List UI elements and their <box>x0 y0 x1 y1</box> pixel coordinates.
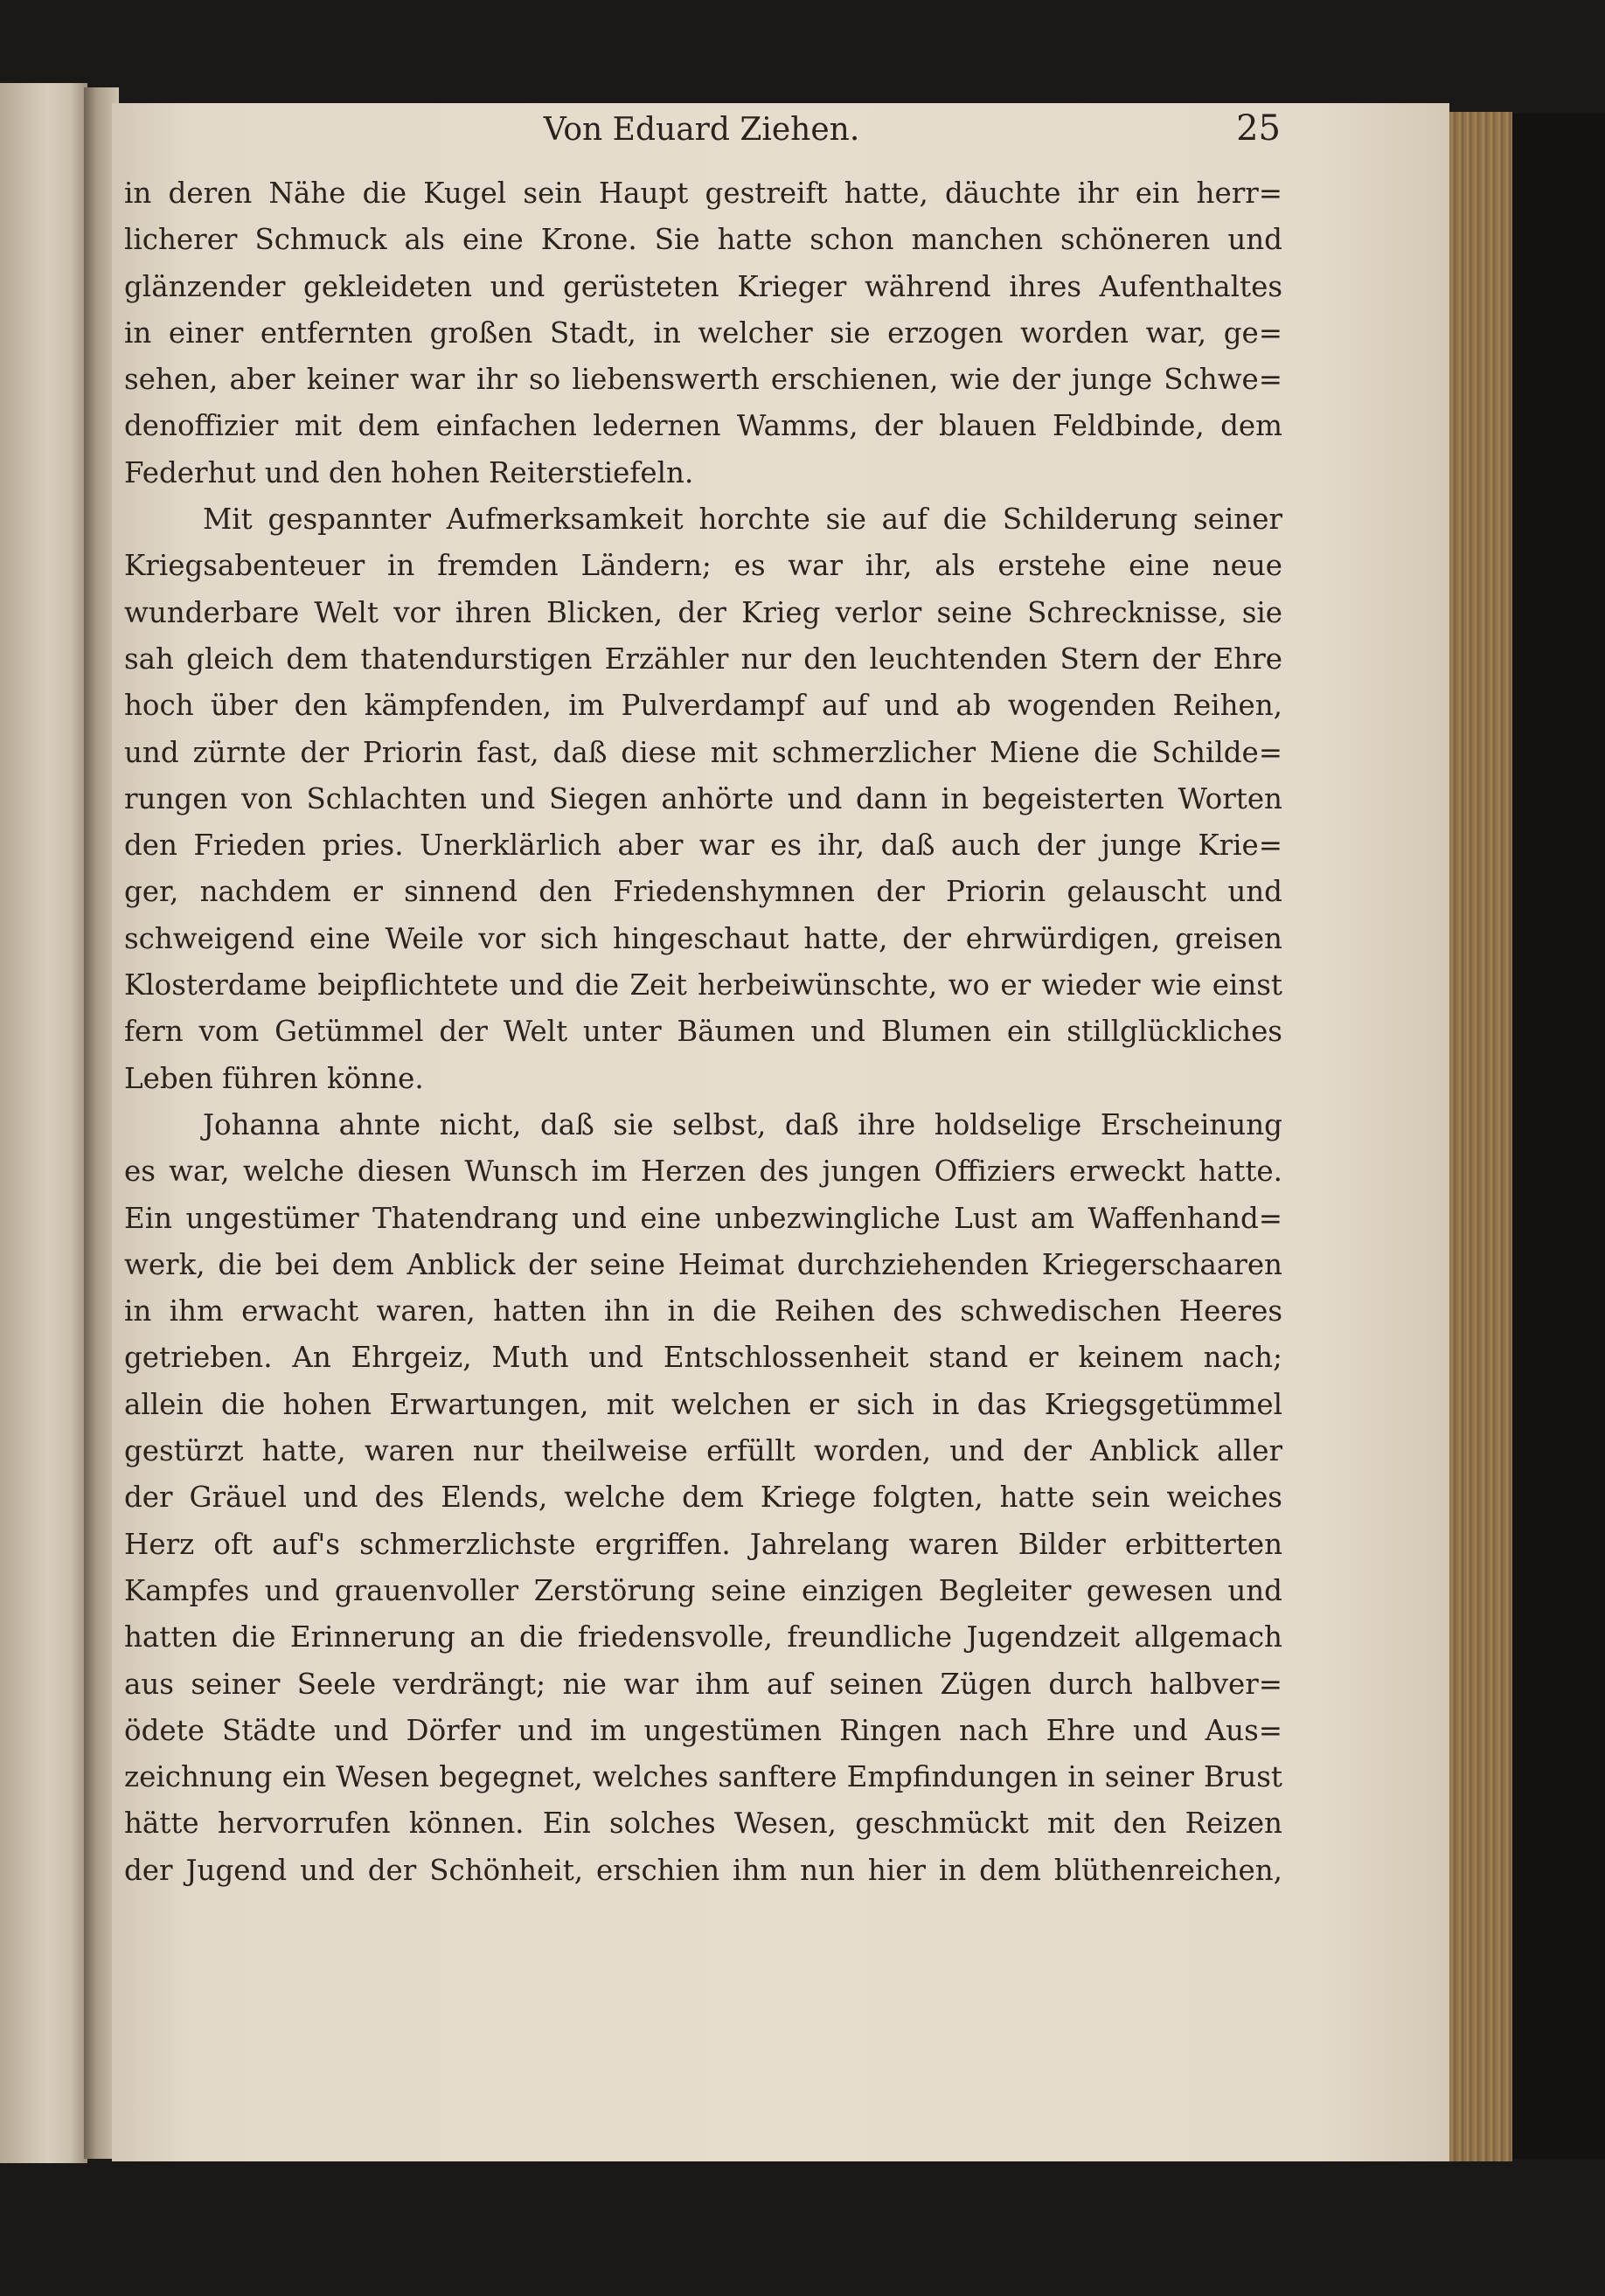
text-line: ödete Städte und Dörfer und im ungestümen Ringen nach Ehre und Aus= <box>124 1713 1282 1747</box>
text-line: werk, die bei dem Anblick der seine Heimat durchziehenden Kriegerschaaren <box>124 1247 1282 1281</box>
text-line: Kriegsabenteuer in fremden Ländern; es war ihr, als erstehe eine neue <box>124 549 1282 583</box>
text-line: rungen von Schlachten und Siegen anhörte und dann in begeisterten Worten <box>124 781 1282 815</box>
text-line: der Gräuel und des Elends, welche dem Kriege folgten, hatte sein weiches <box>124 1481 1282 1515</box>
body-text <box>124 170 1282 1894</box>
text-line: Ein ungestümer Thatendrang und eine unbezwingliche Lust am Waffenhand= <box>124 1201 1282 1235</box>
text-line: Federhut und den hohen Reiterstiefeln. <box>124 455 694 489</box>
text-line: hätte hervorrufen können. Ein solches Wesen, geschmückt mit den Reizen <box>124 1807 1282 1841</box>
text-line: Klosterdame beipflichtete und die Zeit herbeiwünschte, wo er wieder wie einst <box>124 968 1282 1002</box>
text-line: hoch über den kämpfenden, im Pulverdampf auf und ab wogenden Reihen, <box>124 689 1282 723</box>
text-line: denoffizier mit dem einfachen ledernen Wamms, der blauen Feldbinde, dem <box>124 409 1282 443</box>
text-line: gestürzt hatte, waren nur theilweise erfüllt worden, und der Anblick aller <box>124 1434 1282 1468</box>
text-line: sah gleich dem thatendurstigen Erzähler nur den leuchtenden Stern der Ehre <box>124 642 1282 676</box>
text-line: sehen, aber keiner war ihr so liebenswerth erschienen, wie der junge Schwe= <box>124 363 1282 397</box>
text-line: glänzender gekleideten und gerüsteten Krieger während ihres Aufenthaltes <box>124 269 1282 303</box>
text-line: und zürnte der Priorin fast, daß diese mit schmerzlicher Miene die Schilde= <box>124 735 1282 769</box>
text-line: in einer entfernten großen Stadt, in welcher sie erzogen worden war, ge= <box>124 316 1282 350</box>
left-page-edge <box>0 83 87 2163</box>
text-line: aus seiner Seele verdrängt; nie war ihm auf seinen Zügen durch halbver= <box>124 1667 1282 1701</box>
text-line: licherer Schmuck als eine Krone. Sie hatte schon manchen schöneren und <box>124 223 1282 257</box>
text-line: zeichnung ein Wesen begegnet, welches sanftere Empfindungen in seiner Brust <box>124 1760 1282 1794</box>
text-line: es war, welche diesen Wunsch im Herzen des jungen Offiziers erweckt hatte. <box>124 1155 1282 1189</box>
text-line: hatten die Erinnerung an die friedensvolle, freundliche Jugendzeit allgemach <box>124 1620 1282 1654</box>
text-line: Kampfes und grauenvoller Zerstörung seine einzigen Begleiter gewesen und <box>124 1573 1282 1607</box>
text-line: in ihm erwacht waren, hatten ihn in die Reihen des schwedischen Heeres <box>124 1294 1282 1328</box>
text-line: Mit gespannter Aufmerksamkeit horchte sie auf die Schilderung seiner <box>203 503 1282 537</box>
text-line: getrieben. An Ehrgeiz, Muth und Entschlossenheit stand er keinem nach; <box>124 1341 1282 1375</box>
text-line: ger, nachdem er sinnend den Friedenshymnen der Priorin gelauscht und <box>124 875 1282 909</box>
text-line: fern vom Getümmel der Welt unter Bäumen und Blumen ein stillglückliches <box>124 1015 1282 1049</box>
page-number: 25 <box>1236 108 1281 149</box>
text-line: Herz oft auf's schmerzlichste ergriffen. Jahrelang waren Bilder erbitterten <box>124 1527 1282 1561</box>
page-header <box>122 103 1281 156</box>
text-line: der Jugend und der Schönheit, erschien ihm nun hier in dem blüthenreichen, <box>124 1853 1282 1887</box>
text-line: allein die hohen Erwartungen, mit welchen er sich in das Kriegsgetümmel <box>124 1387 1282 1421</box>
text-line: schweigend eine Weile vor sich hingeschaut hatte, der ehrwürdigen, greisen <box>124 921 1282 955</box>
running-head: Von Eduard Ziehen. <box>543 112 860 148</box>
background-right <box>1504 114 1605 2159</box>
text-line: Leben führen könne. <box>124 1061 424 1095</box>
text-line: wunderbare Welt vor ihren Blicken, der Krieg verlor seine Schrecknisse, sie <box>124 595 1282 629</box>
text-line: Johanna ahnte nicht, daß sie selbst, daß ihre holdselige Erscheinung <box>203 1107 1282 1141</box>
text-line: in deren Nähe die Kugel sein Haupt gestreift hatte, däuchte ihr ein herr= <box>124 177 1282 210</box>
text-line: den Frieden pries. Unerklärlich aber war es ihr, daß auch der junge Krie= <box>124 829 1282 863</box>
